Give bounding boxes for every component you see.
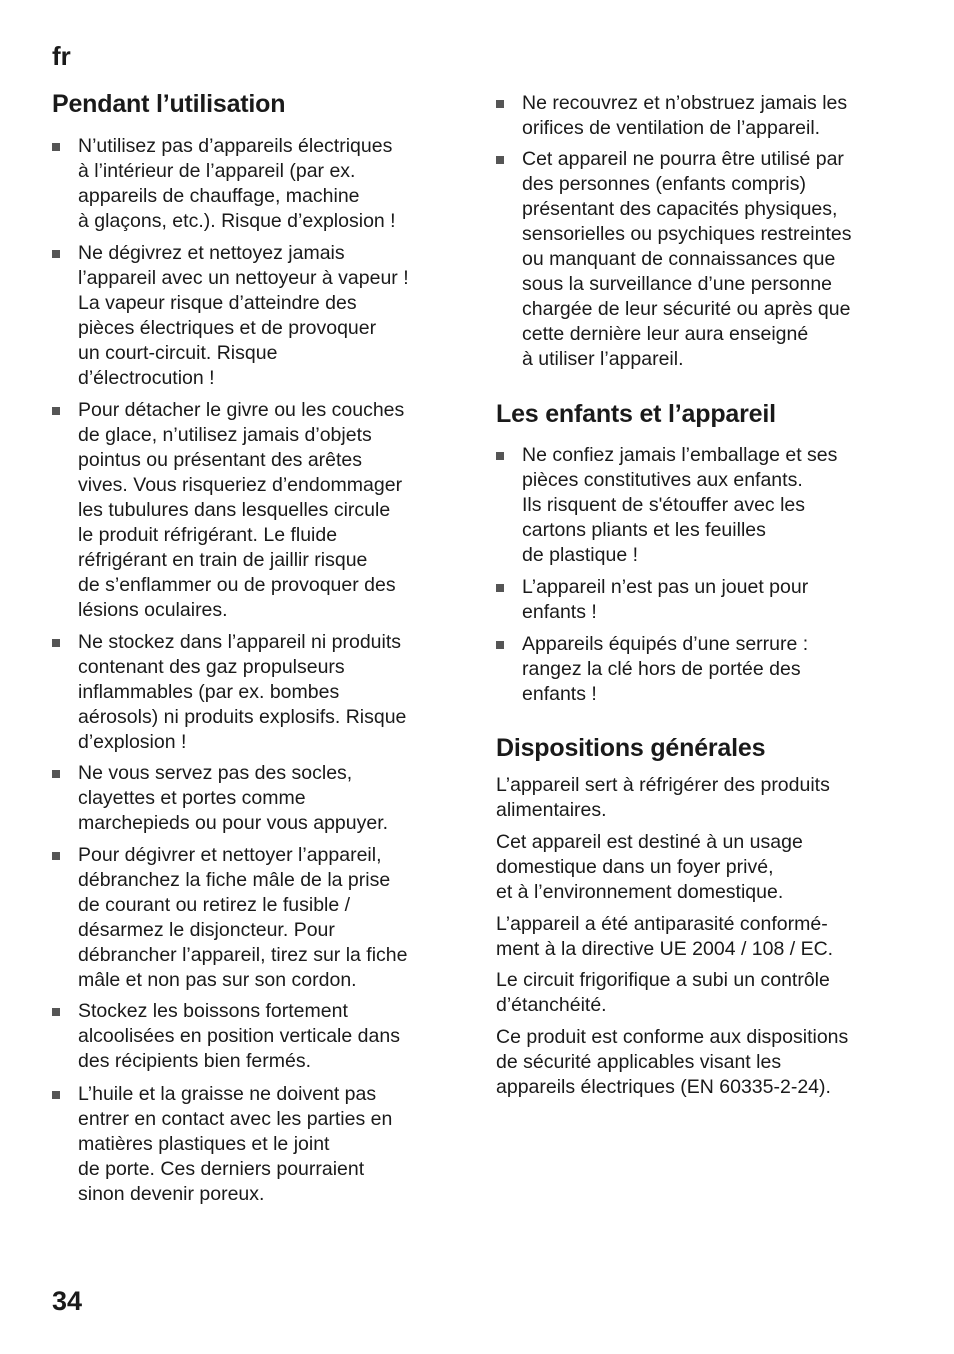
paragraph	[496, 968, 908, 1018]
language-label: fr	[52, 41, 71, 71]
paragraph-text: Le circuit frigorifique a subi un contrôle d’étanchéité.	[496, 969, 830, 1016]
list-item	[52, 241, 462, 391]
bullet-text: Ne recouvrez et n’obstruez jamais les orifices de ventilation de l’appareil.	[496, 91, 908, 141]
paragraph-text: L’appareil a été antiparasité conformé- ment à la directive UE 2004 / 108 / EC.	[496, 913, 834, 960]
bullet-text: N’utilisez pas d’appareils électriques à l’intérieur de l’appareil (par ex. appareils de chauffage, machine à glaçons, etc.). Risque d’explosion !	[52, 134, 462, 234]
bullet-text: Pour dégivrer et nettoyer l’appareil, débranchez la fiche mâle de la prise de courant ou retirez le fusible / désarmez le disjoncteur. Pour débrancher l’appareil, tirez sur la fiche mâle et non pas sur son cordon.	[52, 843, 462, 993]
bullet-text: Cet appareil ne pourra être utilisé par des personnes (enfants compris) présentant des capacités physiques, sensorielles ou psychiques restreintes ou manquant de connaissances que sous la surveillance d’une personne chargée de leur sécurité ou après que cette dernière leur aura enseigné à utiliser l’appareil.	[496, 147, 908, 372]
section-heading-general: Dispositions générales	[496, 734, 766, 762]
paragraph	[496, 912, 908, 962]
paragraph	[496, 830, 908, 905]
bullet-text: L’appareil n’est pas un jouet pour enfants !	[496, 575, 908, 625]
paragraph-text: Ce produit est conforme aux dispositions de sécurité applicables visant les appareils électriques (EN 60335-2-24).	[496, 1026, 849, 1098]
list-item	[52, 999, 462, 1074]
list-item	[496, 91, 908, 141]
bullet-text: Ne confiez jamais l’emballage et ses pièces constitutives aux enfants. Ils risquent de s'étouffer avec les cartons pliants et les feuilles de plastique !	[496, 443, 908, 568]
paragraph-text: Cet appareil est destiné à un usage domestique dans un foyer privé, et à l’environnement domestique.	[496, 831, 803, 903]
bullet-text: Ne vous servez pas des socles, clayettes et portes comme marchepieds ou pour vous appuyer.	[52, 761, 462, 836]
paragraph	[496, 773, 908, 823]
bullet-text: Pour détacher le givre ou les couches de glace, n’utilisez jamais d’objets pointus ou présentant des arêtes vives. Vous risqueriez d’endommager les tubulures dans lesquelles circule le produit réfrigérant. Le fluide réfrigérant en train de jaillir risque de s’enflammer ou de provoquer des lésions oculaires.	[52, 398, 462, 623]
list-item	[496, 632, 908, 707]
list-item	[52, 398, 462, 623]
bullet-text: Ne stockez dans l’appareil ni produits contenant des gaz propulseurs inflammables (par ex. bombes aérosols) ni produits explosifs. Risque d’explosion !	[52, 630, 462, 755]
bullet-text: L’huile et la graisse ne doivent pas entrer en contact avec les parties en matières plastiques et le joint de porte. Ces derniers pourraient sinon devenir poreux.	[52, 1082, 462, 1207]
list-item	[52, 1082, 462, 1207]
page-number: 34	[52, 1286, 83, 1316]
list-item	[52, 843, 462, 993]
bullet-text: Ne dégivrez et nettoyez jamais l’appareil avec un nettoyeur à vapeur ! La vapeur risque d’atteindre des pièces électriques et de provoquer un court-circuit. Risque d’électrocution !	[52, 241, 462, 391]
list-item	[496, 443, 908, 568]
list-item	[52, 761, 462, 836]
list-item	[52, 630, 462, 755]
paragraph-text: L’appareil sert à réfrigérer des produits alimentaires.	[496, 774, 830, 821]
paragraph	[496, 1025, 908, 1100]
list-item	[496, 147, 908, 372]
bullet-text: Appareils équipés d’une serrure : rangez la clé hors de portée des enfants !	[496, 632, 908, 707]
bullet-text: Stockez les boissons fortement alcoolisées en position verticale dans des récipients bien fermés.	[52, 999, 462, 1074]
list-item	[52, 134, 462, 234]
list-item	[496, 575, 908, 625]
section-heading-children: Les enfants et l’appareil	[496, 400, 776, 428]
section-heading-during-use: Pendant l’utilisation	[52, 90, 286, 118]
